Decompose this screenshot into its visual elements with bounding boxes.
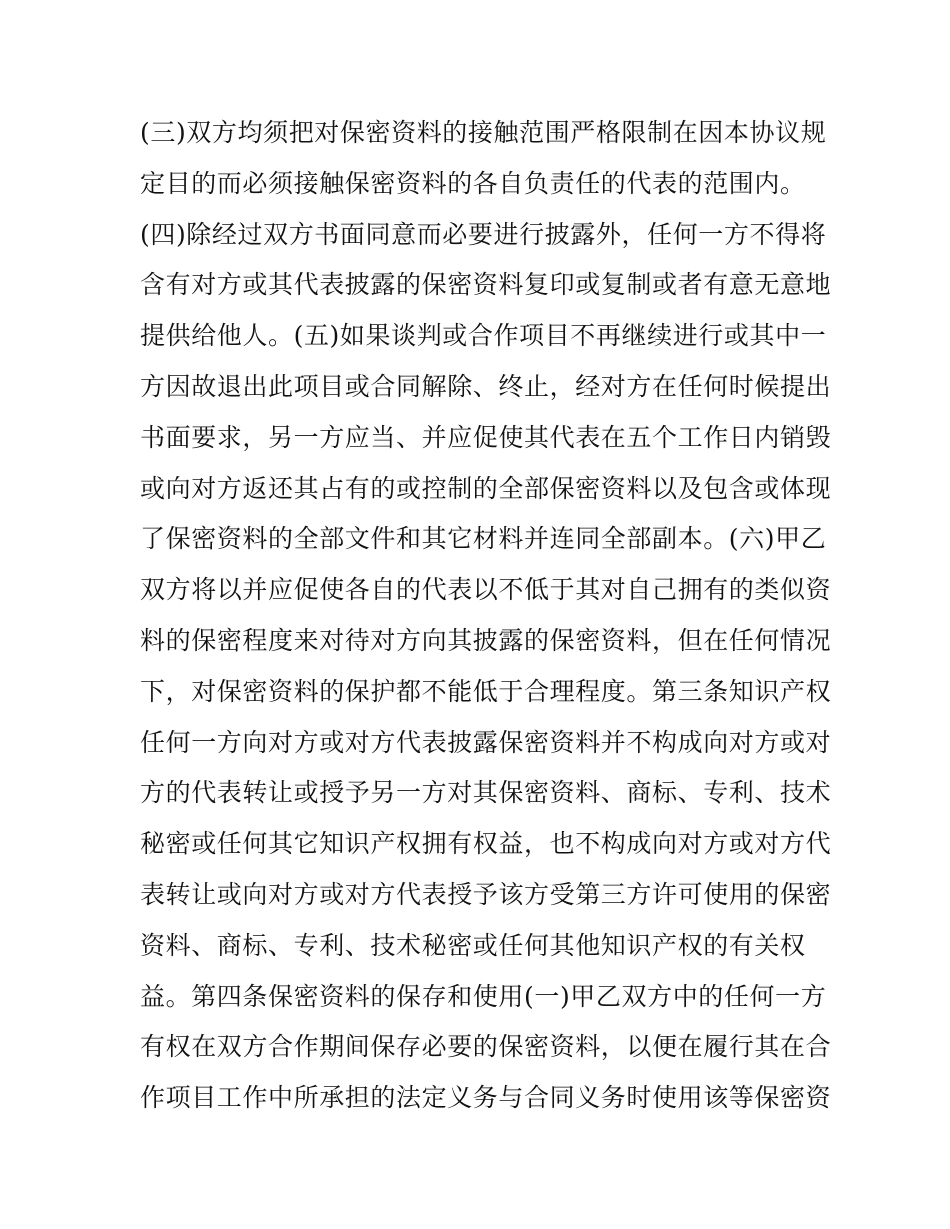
text-line: 提供给他人。(五)如果谈判或合作项目不再继续进行或其中一 [140,321,827,351]
text-line: 作项目工作中所承担的法定义务与合同义务时使用该等保密资 [140,1083,832,1113]
text-line: 任何一方向对方或对方代表披露保密资料并不构成向对方或对 [140,727,832,757]
text-line: 定目的而必须接触保密资料的各自负责任的代表的范围内。 [140,168,806,198]
text-line: 或向对方返还其占有的或控制的全部保密资料以及包含或体现 [140,473,832,503]
text-line: 含有对方或其代表披露的保密资料复印或复制或者有意无意地 [140,270,832,300]
text-line: 双方将以并应促使各自的代表以不低于其对自己拥有的类似资 [140,575,832,605]
body-text [140,108,832,1124]
text-line: 资料、商标、专利、技术秘密或任何其他知识产权的有关权 [140,930,806,960]
text-line: 书面要求，另一方应当、并应促使其代表在五个工作日内销毁 [140,422,832,452]
text-line: 了保密资料的全部文件和其它材料并连同全部副本。(六)甲乙 [140,524,827,554]
text-line: (四)除经过双方书面同意而必要进行披露外，任何一方不得将 [140,219,827,249]
text-line: 益。第四条保密资料的保存和使用(一)甲乙双方中的任何一方 [140,981,827,1011]
text-line: 有权在双方合作期间保存必要的保密资料，以便在履行其在合 [140,1032,832,1062]
text-line: 方的代表转让或授予另一方对其保密资料、商标、专利、技术 [140,778,832,808]
text-line: 表转让或向对方或对方代表授予该方受第三方许可使用的保密 [140,879,832,909]
text-line: (三)双方均须把对保密资料的接触范围严格限制在因本协议规 [140,118,827,147]
text-line: 方因故退出此项目或合同解除、终止，经对方在任何时候提出 [140,371,832,401]
text-line: 秘密或任何其它知识产权拥有权益，也不构成向对方或对方代 [140,829,832,859]
text-line: 料的保密程度来对待对方向其披露的保密资料，但在任何情况 [140,625,832,655]
text-line: 下，对保密资料的保护都不能低于合理程度。第三条知识产权 [140,676,832,706]
